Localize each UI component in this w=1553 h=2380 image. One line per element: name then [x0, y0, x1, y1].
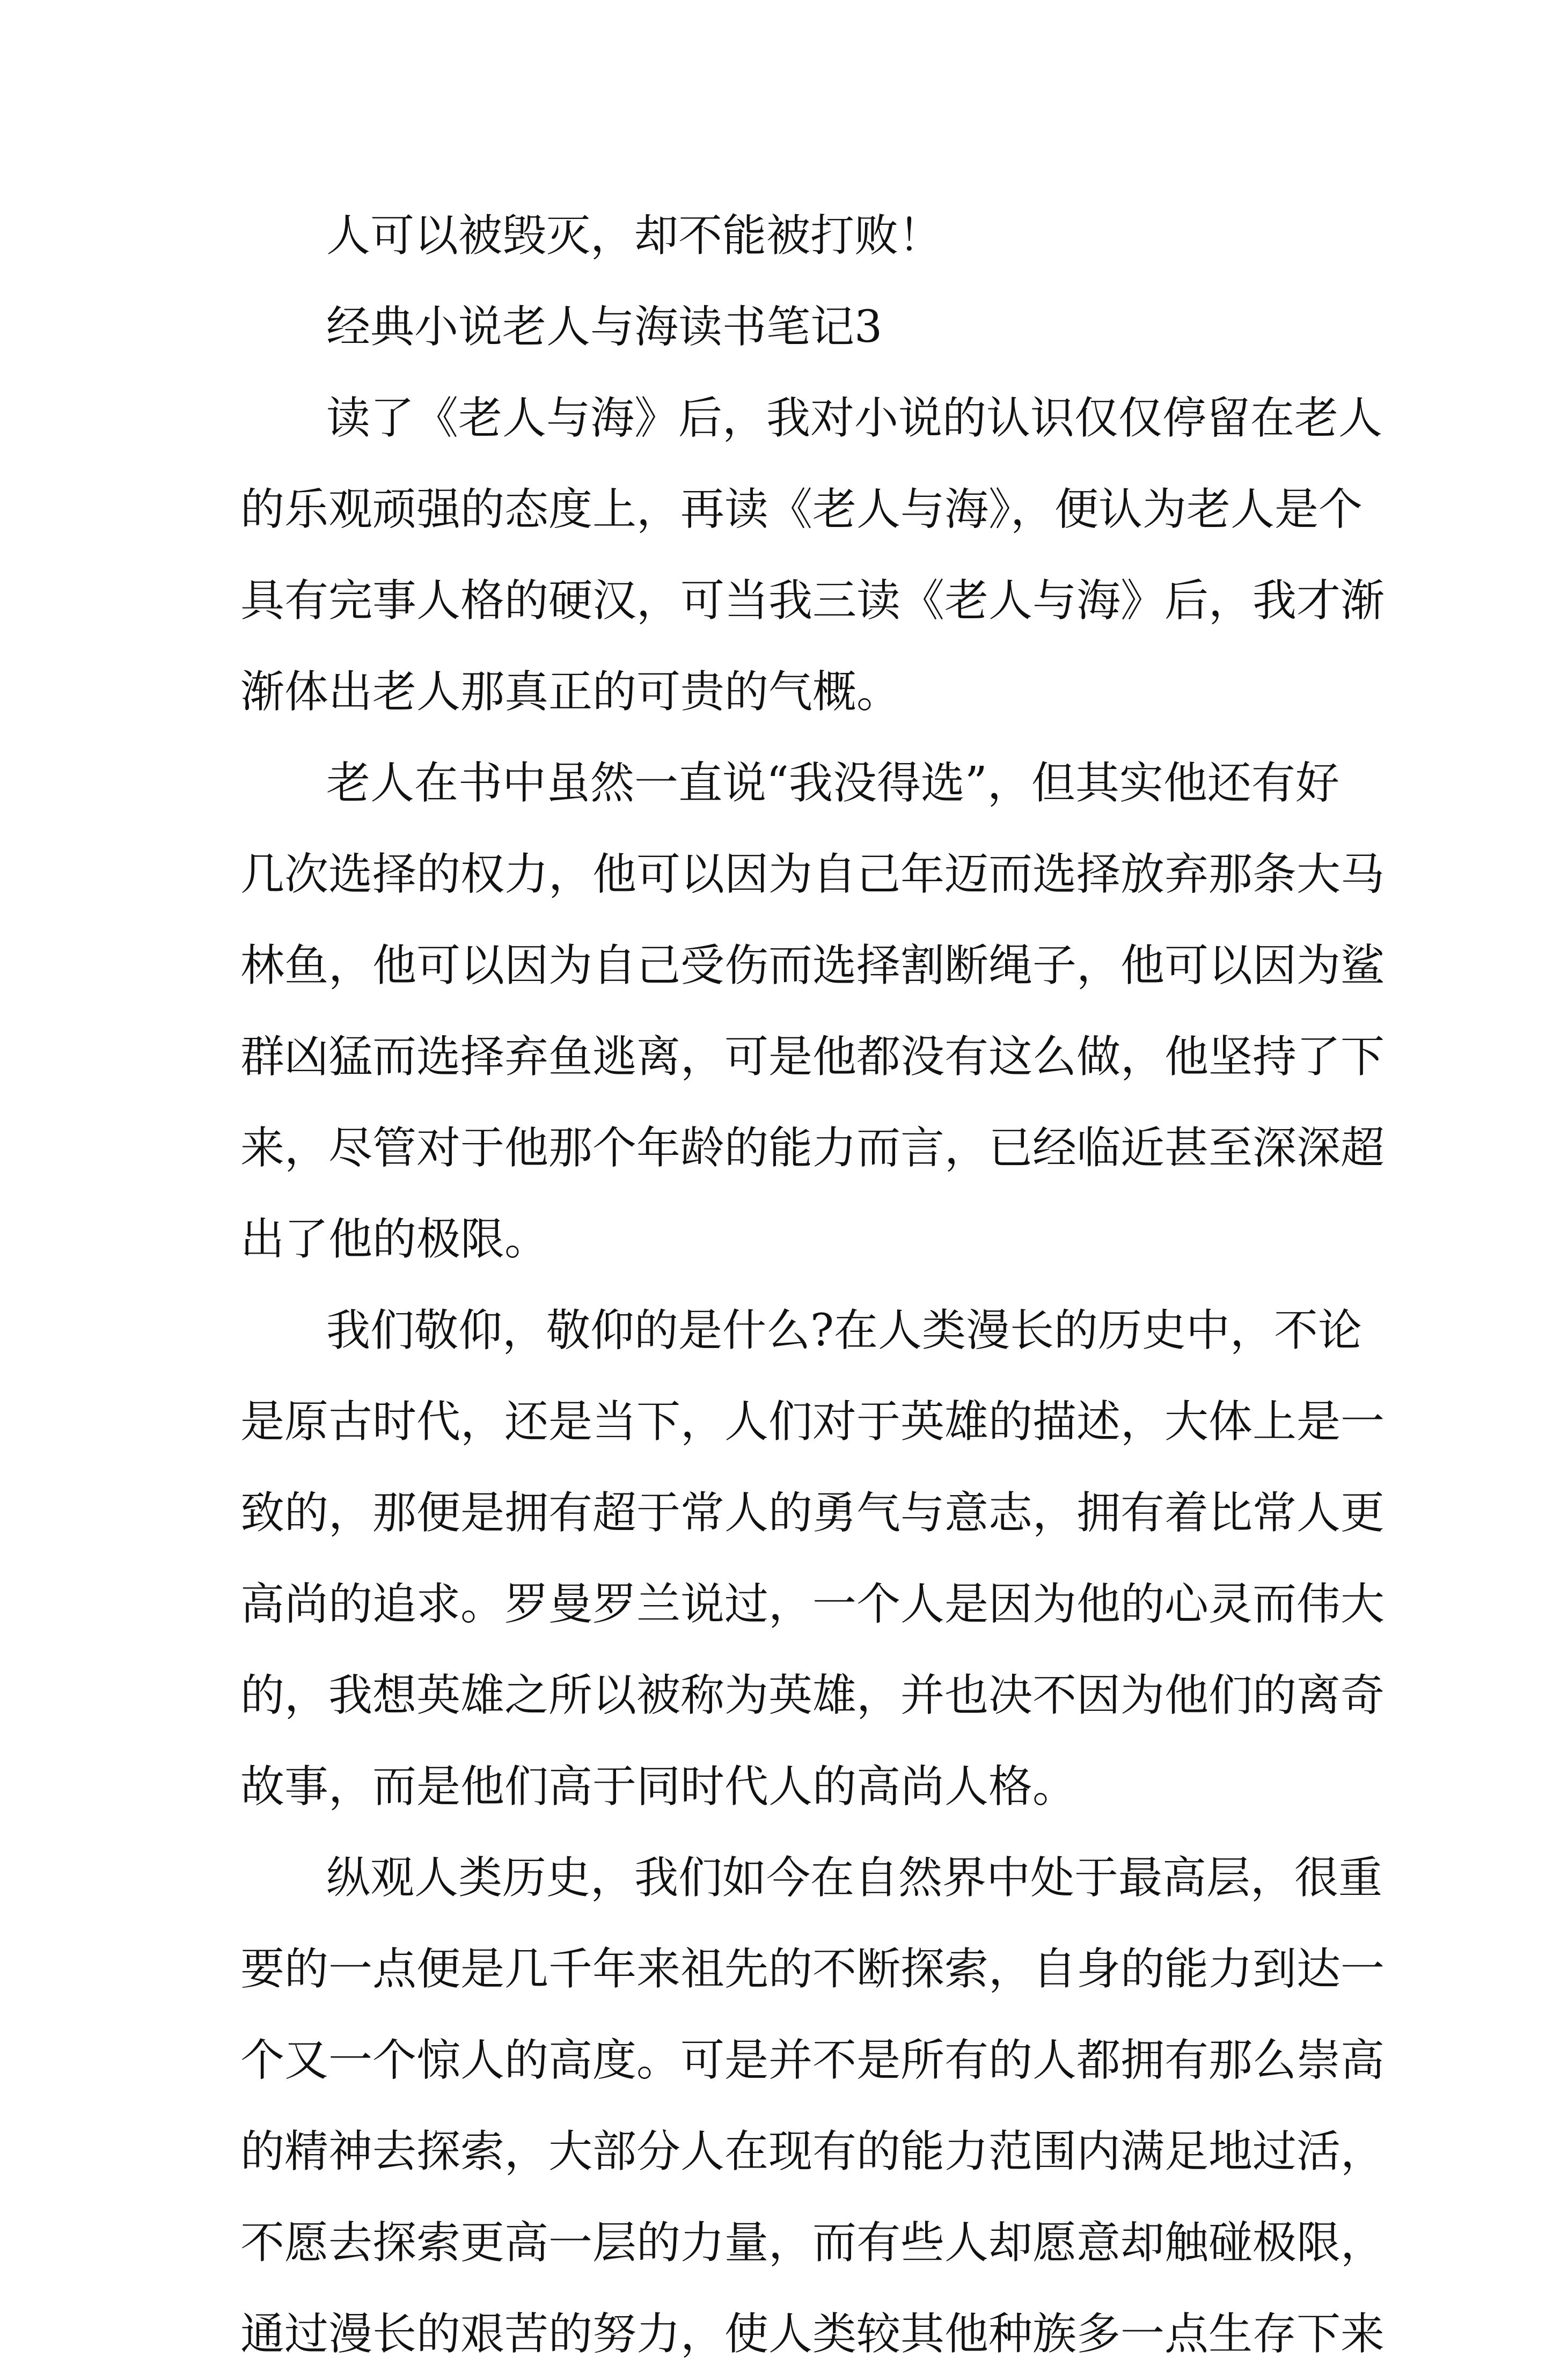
text-line: 读了《老人与海》后，我对小说的认识仅仅停留在老人 [326, 393, 1383, 444]
section-heading: 经典小说老人与海读书笔记3 [326, 302, 883, 353]
text-line: 渐体出老人那真正的可贵的气概。 [240, 667, 901, 717]
text-line: 的精神去探索，大部分人在现有的能力范围内满足地过活， [240, 2126, 1385, 2177]
text-line: 出了他的极限。 [240, 1214, 549, 1265]
text-line: 的乐观顽强的态度上，再读《老人与海》，便认为老人是个 [240, 484, 1363, 535]
text-line: 通过漫长的艰苦的努力，使人类较其他种族多一点生存下来 [240, 2309, 1385, 2360]
text-line: 人可以被毁灭，却不能被打败！ [326, 210, 943, 261]
text-line: 几次选择的权力，他可以因为自己年迈而选择放弃那条大马 [240, 849, 1385, 900]
text-line: 是原古时代，还是当下，人们对于英雄的描述，大体上是一 [240, 1396, 1385, 1447]
text-line: 林鱼，他可以因为自己受伤而选择割断绳子，他可以因为鲨 [240, 940, 1385, 991]
text-line: 故事，而是他们高于同时代人的高尚人格。 [240, 1761, 1077, 1812]
text-line: 来，尽管对于他那个年龄的能力而言，已经临近甚至深深超 [240, 1123, 1385, 1174]
text-line: 我们敬仰，敬仰的是什么?在人类漫长的历史中，不论 [326, 1305, 1362, 1356]
text-line: 高尚的追求。罗曼罗兰说过，一个人是因为他的心灵而伟大 [240, 1579, 1385, 1630]
text-line: 群凶猛而选择弃鱼逃离，可是他都没有这么做，他坚持了下 [240, 1031, 1385, 1082]
text-line: 老人在书中虽然一直说“我没得选”，但其实他还有好 [326, 758, 1339, 809]
text-line: 个又一个惊人的高度。可是并不是所有的人都拥有那么崇高 [240, 2035, 1385, 2086]
text-line: 纵观人类历史，我们如今在自然界中处于最高层，很重 [326, 1852, 1383, 1903]
text-line: 的，我想英雄之所以被称为英雄，并也决不因为他们的离奇 [240, 1670, 1385, 1721]
text-line: 具有完事人格的硬汉，可当我三读《老人与海》后，我才渐 [240, 575, 1385, 626]
text-line: 致的，那便是拥有超于常人的勇气与意志，拥有着比常人更 [240, 1488, 1385, 1539]
document-body [240, 191, 1385, 2380]
text-line: 要的一点便是几千年来祖先的不断探索，自身的能力到达一 [240, 1944, 1385, 1995]
text-line: 不愿去探索更高一层的力量，而有些人却愿意却触碰极限， [240, 2217, 1385, 2268]
